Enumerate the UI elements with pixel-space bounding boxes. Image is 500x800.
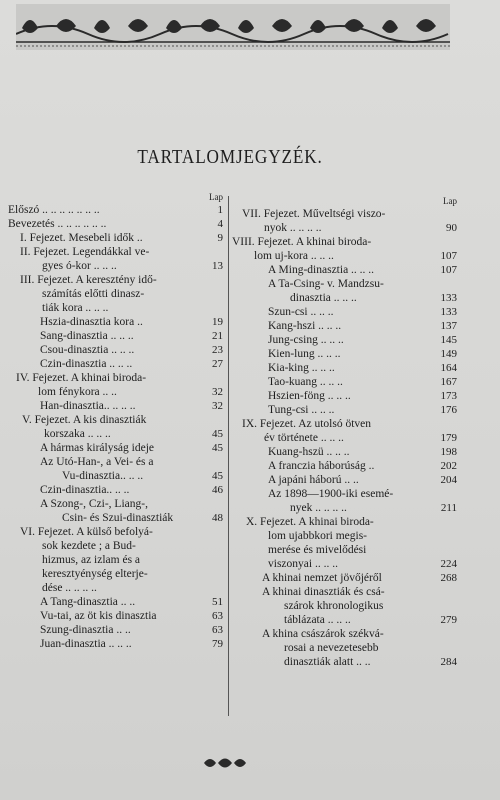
toc-page-number: 204 (440, 474, 457, 486)
toc-entry (232, 235, 457, 263)
toc-entry-text: A franczia háborúság .. (268, 460, 375, 472)
toc-entry (232, 473, 457, 487)
toc-entry (8, 343, 223, 357)
toc-entry-text: Czin-dinasztia.. .. .. (40, 484, 130, 496)
toc-entry-text: lom uj-kora .. .. .. (254, 250, 334, 262)
toc-entry-text: Szung-dinasztia .. .. (40, 624, 131, 636)
toc-entry-text: Kien-lung .. .. .. (268, 348, 341, 360)
toc-entry-text: korszaka .. .. .. (44, 428, 111, 440)
toc-entry (232, 487, 457, 515)
toc-entry (8, 273, 223, 315)
toc-entry-text: Tao-kuang .. .. .. (268, 376, 343, 388)
toc-entry-text: Hszia-dinasztia kora .. (40, 316, 143, 328)
toc-entry (8, 357, 223, 371)
toc-entry (8, 413, 223, 441)
toc-entry-text: nyek .. .. .. .. (290, 502, 347, 514)
toc-entry (8, 497, 223, 525)
toc-entry-text: A Szong-, Czi-, Liang-, (40, 498, 148, 510)
toc-entry-text: A Tang-dinasztia .. .. (40, 596, 136, 608)
toc-entry-text: lom fénykora .. .. (38, 386, 117, 398)
toc-entry-text: I. Fejezet. Mesebeli idők .. (20, 232, 143, 244)
page-column-label: Lap (209, 192, 223, 202)
toc-entry-text: VIII. Fejezet. A khinai biroda- (232, 236, 372, 248)
decorative-header-ornament (16, 4, 450, 50)
toc-entry (8, 455, 223, 483)
toc-entry (8, 315, 223, 329)
toc-entry-text: Han-dinasztia.. .. .. .. (40, 400, 136, 412)
toc-page-number: 179 (440, 432, 457, 444)
toc-entry-text: A khinai dinasztiák és csá- (262, 586, 385, 598)
toc-entry-text: Kia-king .. .. .. (268, 362, 335, 374)
toc-entry (232, 305, 457, 319)
toc-entry (232, 347, 457, 361)
toc-entry-text: Bevezetés .. .. .. .. .. .. (8, 218, 107, 230)
toc-page-number: 4 (217, 218, 223, 230)
toc-page-number: 107 (440, 250, 457, 262)
toc-entry (232, 417, 457, 445)
toc-entry-text: Tung-csi .. .. .. (268, 404, 335, 416)
toc-page-number: 133 (440, 292, 457, 304)
toc-entry (8, 203, 223, 217)
toc-page-number: 45 (212, 470, 223, 482)
toc-entry-text: dinasztiák alatt .. .. (284, 656, 371, 668)
toc-entry-text: Az Utó-Han-, a Vei- és a (40, 456, 154, 468)
toc-entry-text: Csou-dinasztia .. .. .. (40, 344, 135, 356)
toc-entry (232, 627, 457, 669)
toc-entry (232, 375, 457, 389)
toc-left-column (8, 192, 223, 651)
toc-page-number: 9 (217, 232, 223, 244)
toc-entry-text: táblázata .. .. .. (284, 614, 351, 626)
toc-page-number: 211 (440, 502, 457, 514)
toc-page-number: 13 (212, 260, 223, 272)
toc-entry (232, 515, 457, 571)
toc-entry (8, 441, 223, 455)
toc-entry (8, 637, 223, 651)
toc-entry-text: viszonyai .. .. .. (268, 558, 338, 570)
toc-entry (232, 585, 457, 627)
toc-entry-text: II. Fejezet. Legendákkal ve- (20, 246, 150, 258)
toc-entry (8, 245, 223, 273)
toc-entry-text: IV. Fejezet. A khinai biroda- (16, 372, 147, 384)
toc-page-number: 107 (440, 264, 457, 276)
toc-page-number: 45 (212, 428, 223, 440)
toc-entry-text: merése és mivelődési (268, 544, 367, 556)
toc-page-number: 202 (440, 460, 457, 472)
toc-entry-text: Juan-dinasztia .. .. .. (40, 638, 132, 650)
toc-page-number: 1 (217, 204, 223, 216)
toc-page-number: 63 (212, 610, 223, 622)
toc-entry (232, 389, 457, 403)
toc-entry (8, 399, 223, 413)
toc-page-number: 149 (440, 348, 457, 360)
toc-page-number: 173 (440, 390, 457, 402)
toc-page-number: 21 (212, 330, 223, 342)
toc-entry-text: nyok .. .. .. .. (264, 222, 322, 234)
toc-entry (8, 371, 223, 399)
toc-entry (232, 263, 457, 277)
toc-entry (232, 333, 457, 347)
toc-entry (8, 595, 223, 609)
toc-entry-text: A japáni háború .. .. (268, 474, 359, 486)
toc-entry-text: év története .. .. .. (264, 432, 344, 444)
toc-entry-text: A Ming-dinasztia .. .. .. (268, 264, 375, 276)
toc-page-number: 224 (440, 558, 457, 570)
toc-entry-text: Előszó .. .. .. .. .. .. .. (8, 204, 100, 216)
toc-entry-text: Czin-dinasztia .. .. .. (40, 358, 133, 370)
toc-entry-text: III. Fejezet. A keresztény idő- (20, 274, 157, 286)
decorative-footer-ornament (202, 756, 248, 770)
toc-entry (8, 231, 223, 245)
toc-entry (8, 329, 223, 343)
toc-page-number: 51 (212, 596, 223, 608)
toc-entry-text: keresztyénység elterje- (42, 568, 148, 580)
toc-entry-text: A khinai nemzet jövőjéről (262, 572, 382, 584)
toc-entry-text: gyes ó-kor .. .. .. (42, 260, 117, 272)
toc-entry-text: Vu-dinasztia.. .. .. (62, 470, 144, 482)
toc-entry-text: VII. Fejezet. Műveltségi viszo- (242, 208, 386, 220)
toc-entry-text: dése .. .. .. .. (42, 582, 97, 594)
toc-entry-text: Szun-csi .. .. .. (268, 306, 334, 318)
toc-entry-text: rosai a nevezetesebb (284, 642, 379, 654)
toc-entry (8, 483, 223, 497)
toc-page-number: 284 (440, 656, 457, 668)
toc-page-number: 145 (440, 334, 457, 346)
toc-page-number: 46 (212, 484, 223, 496)
toc-entry (8, 217, 223, 231)
toc-page-number: 19 (212, 316, 223, 328)
toc-entry (232, 403, 457, 417)
toc-entry (232, 459, 457, 473)
toc-page-number: 90 (446, 222, 457, 234)
toc-entry (232, 571, 457, 585)
toc-page-number: 176 (440, 404, 457, 416)
toc-entry-text: lom ujabbkori megis- (268, 530, 368, 542)
page-title: TARTALOMJEGYZÉK. (137, 146, 323, 168)
toc-page-number: 23 (212, 344, 223, 356)
toc-page-number: 133 (440, 306, 457, 318)
page-column-label: Lap (443, 196, 457, 206)
toc-entry (232, 319, 457, 333)
toc-page-number: 48 (212, 512, 223, 524)
toc-entry-text: hizmus, az izlam és a (42, 554, 141, 566)
toc-entry (232, 207, 457, 235)
toc-page-number: 198 (440, 446, 457, 458)
toc-entry-text: sok kezdete ; a Bud- (42, 540, 136, 552)
toc-page-number: 32 (212, 386, 223, 398)
toc-entry-text: V. Fejezet. A kis dinasztiák (22, 414, 147, 426)
toc-entry-text: Vu-tai, az öt kis dinasztia (40, 610, 157, 622)
toc-page-number: 79 (212, 638, 223, 650)
toc-page-number: 63 (212, 624, 223, 636)
toc-page-number: 268 (440, 572, 457, 584)
toc-entry-text: A khina császárok székvá- (262, 628, 384, 640)
toc-entry (232, 361, 457, 375)
toc-entry-text: tiák kora .. .. .. (42, 302, 109, 314)
toc-entry-text: A Ta-Csing- v. Mandzsu- (268, 278, 384, 290)
toc-entry (8, 609, 223, 623)
toc-entry-text: számítás előtti dinasz- (42, 288, 145, 300)
toc-entry-text: szárok khronologikus (284, 600, 384, 612)
toc-page-number: 279 (440, 614, 457, 626)
toc-page-number: 137 (440, 320, 457, 332)
toc-entry-text: VI. Fejezet. A külső befolyá- (20, 526, 153, 538)
toc-entry-text: Az 1898—1900-iki esemé- (268, 488, 394, 500)
toc-entry-text: X. Fejezet. A khinai biroda- (246, 516, 374, 528)
toc-entry-text: Kuang-hszü .. .. .. (268, 446, 350, 458)
column-divider (228, 196, 229, 716)
toc-entry-text: A hármas királyság ideje (40, 442, 155, 454)
toc-entry (232, 277, 457, 305)
toc-right-column (232, 196, 457, 669)
toc-page-number: 27 (212, 358, 223, 370)
toc-entry-text: Jung-csing .. .. .. (268, 334, 344, 346)
toc-entry (8, 525, 223, 595)
toc-page-number: 167 (440, 376, 457, 388)
toc-entry (232, 445, 457, 459)
toc-entry-text: Csin- és Szui-dinasztiák (62, 512, 174, 524)
toc-entry-text: IX. Fejezet. Az utolsó ötven (242, 418, 372, 430)
toc-entry-text: Hszien-föng .. .. .. (268, 390, 351, 402)
toc-page-number: 164 (440, 362, 457, 374)
toc-entry-text: Sang-dinasztia .. .. .. (40, 330, 134, 342)
toc-entry-text: dinasztia .. .. .. (290, 292, 357, 304)
toc-entry (8, 623, 223, 637)
toc-entry-text: Kang-hszi .. .. .. (268, 320, 342, 332)
toc-page-number: 32 (212, 400, 223, 412)
toc-page-number: 45 (212, 442, 223, 454)
